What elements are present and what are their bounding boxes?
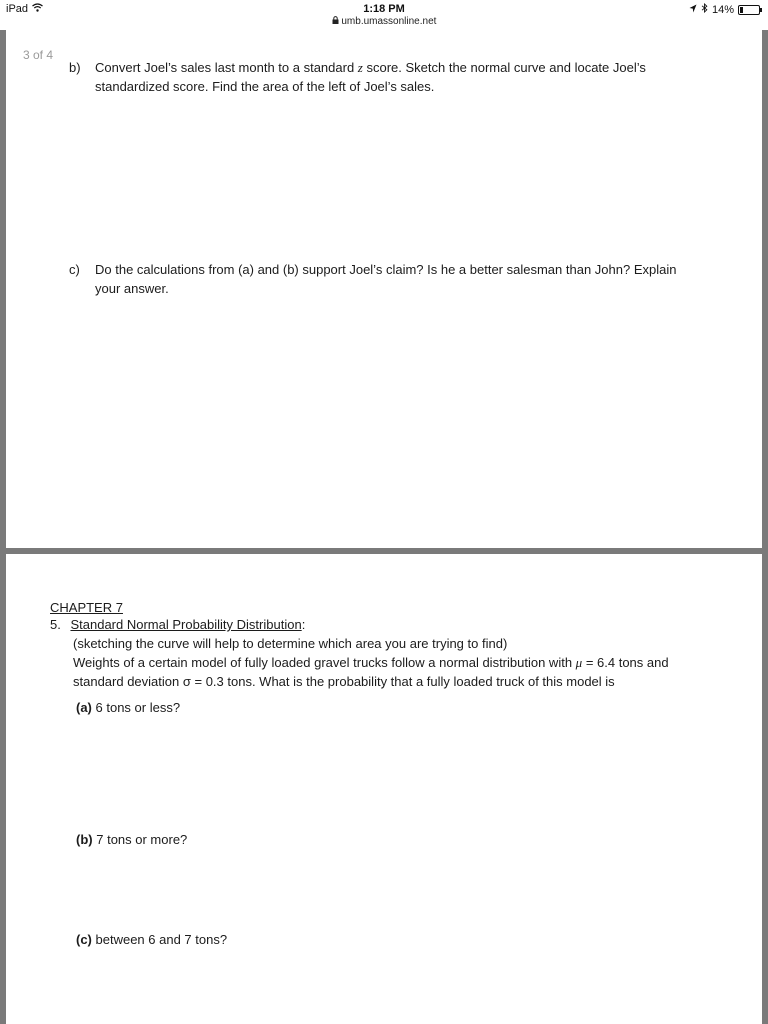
part-a-text: 6 tons or less? bbox=[95, 700, 181, 715]
question-b-label: b) bbox=[69, 60, 81, 75]
battery-percent: 14% bbox=[711, 3, 734, 16]
stem-text-2: = 6.4 tons and bbox=[582, 655, 669, 670]
item-number: 5. bbox=[50, 617, 61, 632]
location-arrow-icon bbox=[689, 4, 697, 16]
item-5-heading bbox=[50, 615, 305, 634]
part-a bbox=[76, 698, 180, 717]
url-text: umb.umassonline.net bbox=[341, 16, 437, 27]
part-b bbox=[76, 830, 187, 849]
stem-text-1: Weights of a certain model of fully loaded gravel trucks follow a normal distribution with bbox=[73, 655, 576, 670]
device-label: iPad bbox=[6, 3, 29, 15]
status-right bbox=[689, 3, 760, 16]
mu-symbol: μ bbox=[575, 655, 583, 670]
chapter-heading: CHAPTER 7 bbox=[50, 600, 123, 615]
question-b-text-2: score. Sketch the normal curve and locate Joel’s bbox=[362, 60, 646, 75]
question-c-label: c) bbox=[69, 262, 80, 277]
battery-icon bbox=[738, 5, 760, 15]
lock-icon bbox=[332, 16, 342, 27]
bluetooth-icon bbox=[701, 3, 708, 16]
document-page-4 bbox=[6, 554, 762, 1024]
question-c-line-2: your answer. bbox=[95, 281, 169, 296]
question-b-line-1 bbox=[95, 58, 646, 77]
battery-level-fill bbox=[740, 7, 743, 13]
clock: 1:18 PM bbox=[363, 3, 405, 15]
question-b-body bbox=[95, 58, 646, 96]
part-c-label: (c) bbox=[76, 932, 92, 947]
question-b-text-1: Convert Joel’s sales last month to a standard bbox=[95, 60, 358, 75]
item-title: Standard Normal Probability Distribution bbox=[70, 617, 302, 632]
question-b-line-2: standardized score. Find the area of the left of Joel’s sales. bbox=[95, 79, 435, 94]
part-b-text: 7 tons or more? bbox=[96, 832, 188, 847]
page-indicator: 3 of 4 bbox=[23, 48, 54, 62]
part-c-text: between 6 and 7 tons? bbox=[95, 932, 228, 947]
part-c bbox=[76, 930, 227, 949]
document-page-3 bbox=[6, 30, 762, 548]
address-bar[interactable] bbox=[0, 16, 768, 27]
document-viewer[interactable] bbox=[0, 30, 768, 1024]
question-c-line-1: Do the calculations from (a) and (b) support Joel’s claim? Is he a better salesman than John? Explain bbox=[95, 262, 677, 277]
status-bar bbox=[0, 0, 768, 30]
part-a-label: (a) bbox=[76, 700, 92, 715]
item-title-colon: : bbox=[301, 617, 306, 632]
question-c-body bbox=[95, 260, 676, 298]
item-stem-line-1 bbox=[73, 653, 669, 672]
item-stem-line-2: standard deviation σ = 0.3 tons. What is the probability that a fully loaded truck of this model is bbox=[73, 674, 615, 689]
item-hint: (sketching the curve will help to determine which area you are trying to find) bbox=[73, 636, 508, 651]
part-b-label: (b) bbox=[76, 832, 93, 847]
z-variable: z bbox=[357, 60, 363, 75]
